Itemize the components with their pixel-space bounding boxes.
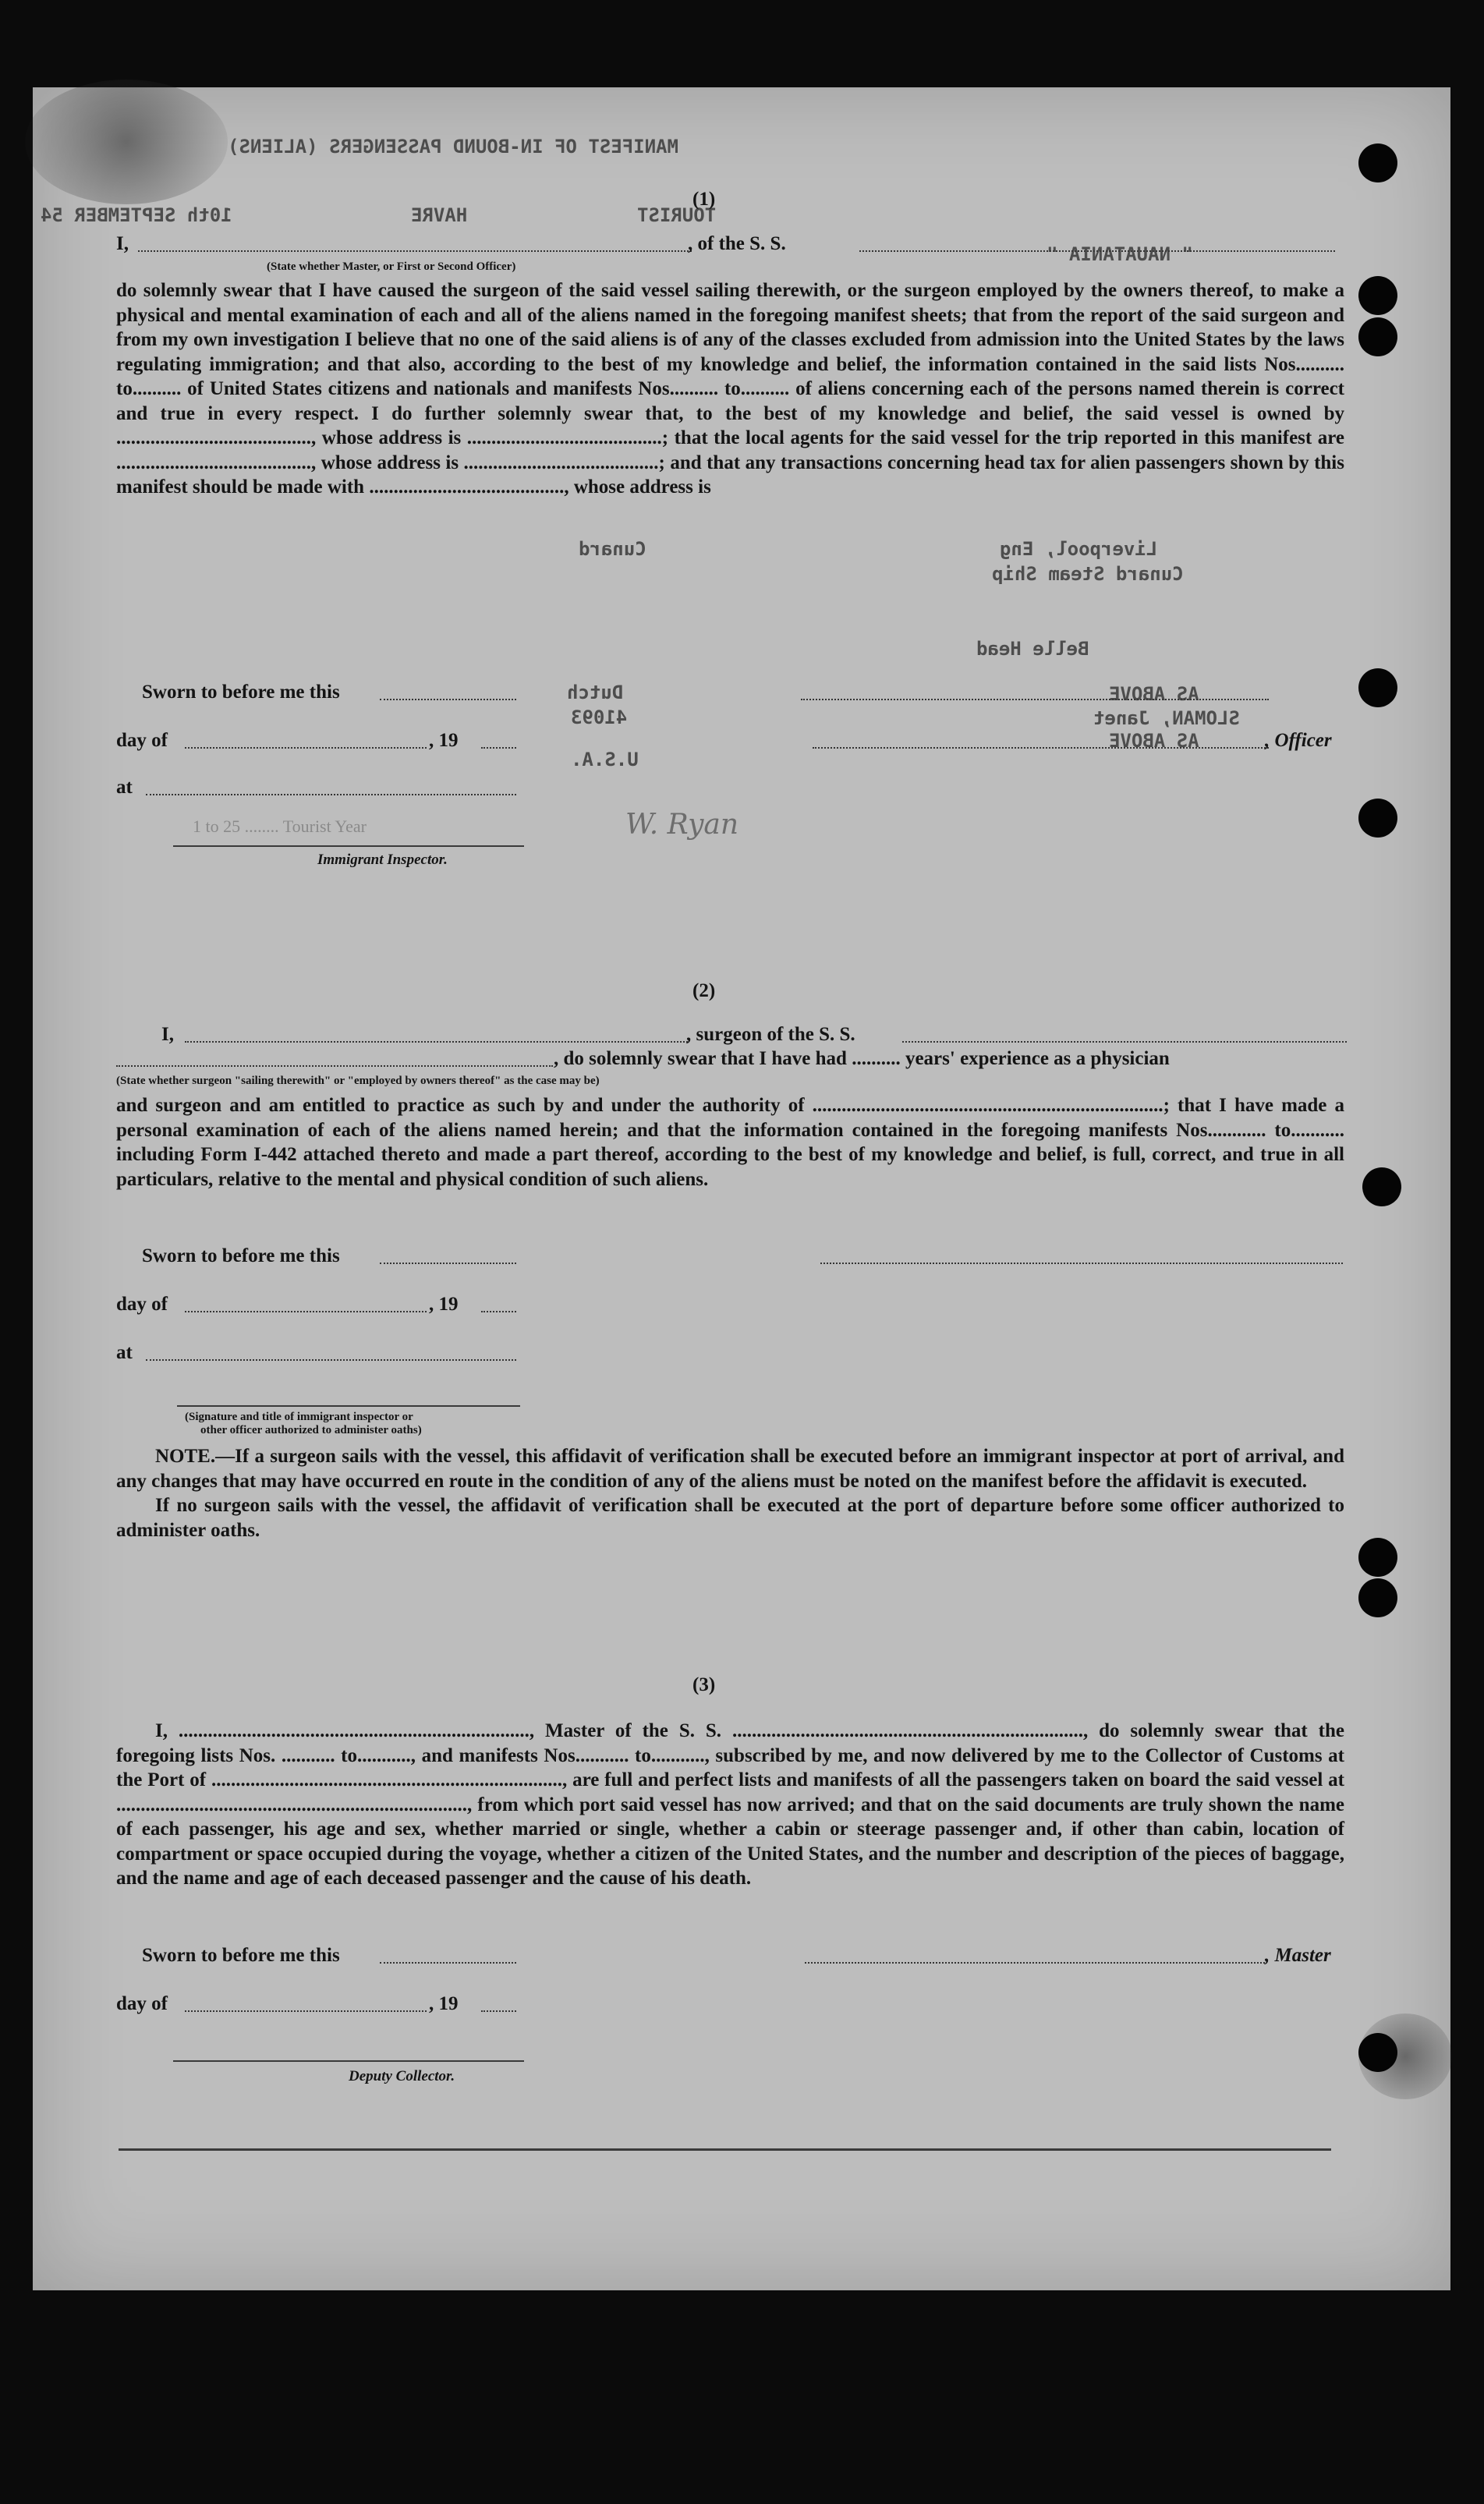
officer-name-field[interactable]	[138, 235, 692, 252]
reversed-jenet: SLOMAN, Janet	[1093, 707, 1240, 729]
reversed-from: HAVRE	[411, 204, 468, 226]
collector-caption: Deputy Collector.	[349, 2068, 455, 2084]
reversed-as-above-1: AS ABOVE	[1109, 683, 1199, 705]
section-2-line1-prefix: I,	[161, 1024, 174, 1045]
section-2-line1-suffix: , surgeon of the S. S.	[686, 1024, 855, 1045]
inspector-signature: W. Ryan	[625, 809, 739, 841]
punch-hole	[1358, 799, 1397, 838]
reversed-as-above-2: AS ABOVE	[1109, 730, 1199, 752]
sig-caption-2: other officer authorized to administer oaths)	[200, 1424, 422, 1436]
surgeon-type-field[interactable]	[116, 1050, 553, 1067]
s2-day-of-field[interactable]	[185, 1295, 427, 1312]
reversed-addr: Liverpool, Eng	[1000, 538, 1158, 560]
section-2-body-text: and surgeon and am entitled to practice as such by and under the authority of ........................................................................; that I have made a personal examination of each of the aliens named herein; and that the information contained in the foregoing manifests Nos............ to........... including Form I-442 attached thereto and made a part thereof, according to the best of my knowledge and belief, is full, correct, and true in all particulars, relative to the mental and physical condition of such aliens.	[116, 1095, 1344, 1190]
reversed-agents: Cunard Steam Ship	[992, 563, 1184, 585]
bottom-rule	[119, 2148, 1331, 2151]
section-1-day-of: day of	[116, 730, 168, 751]
note-paragraph-1	[116, 1444, 1344, 1493]
reversed-agents2: Belle Head	[976, 638, 1089, 660]
section-3-sworn: Sworn to before me this	[142, 1945, 340, 1966]
punch-hole	[1358, 1538, 1397, 1577]
scan-stain	[25, 80, 228, 204]
reversed-num: 41093	[571, 707, 628, 728]
sig-caption-1: (Signature and title of immigrant inspector or	[185, 1411, 413, 1423]
section-1-body-text: do solemnly swear that I have caused the surgeon of the said vessel sailing therewith, or the surgeon employed by the owners thereof, to make a physical and mental examination of each and all of the aliens named in the foregoing manifest sheets; that from the report of the said surgeon and from my own investigation I believe that no one of the said aliens is of any of the classes excluded from admission into the United States by the laws regulating immigration; and that also, according to the best of my knowledge and belief, the information contained in the said lists Nos.......... to.......... of United States citizens and nationals and manifests Nos.......... to.......... of aliens concerning each of the persons named therein is correct and true in every respect. I do further solemnly swear that, to the best of my knowledge and belief, the said vessel is owned by ........................................, whose address is ........................................; that the local agents for the said vessel for the trip reported in this manifest are ........................................, whose address is ........................................; and that any transactions concerning head tax for alien passengers shown by this manifest should be made with ........................................, whose address is	[116, 280, 1344, 498]
reversed-header-title: MANIFEST OF IN-BOUND PASSENGERS (ALIENS)	[228, 136, 678, 158]
section-3-number: (3)	[692, 1674, 716, 1695]
s2-inspector-line	[177, 1405, 520, 1407]
note-label: NOTE.	[155, 1446, 216, 1467]
punch-hole	[1358, 317, 1397, 356]
section-2-year: , 19	[429, 1294, 459, 1315]
section-2-sworn: Sworn to before me this	[142, 1245, 340, 1266]
section-3-body-text: I, ........................................................................, Master of the S. S. ........................................................................, do solemnly swear that the foregoing lists Nos. ........... to..........., and manifests Nos........... to..........., subscribed by me, and now delivered by me to the Collector of Customs at the Port of ........................................................................, are full and perfect lists and manifests of all the passengers taken on board the said vessel at ........................................................................, from which port said vessel has now arrived; and that on the said documents are truly shown the name of each passenger, his age and sex, whether married or single, whether a cabin or steerage passenger and, if other than cabin, location of compartment or space occupied during the voyage, whether a citizen of the United States, and the number and description of the pieces of baggage, and the name and age of each deceased passenger and the cause of his death.	[116, 1720, 1344, 1889]
year-field[interactable]	[481, 731, 516, 749]
surgeon-ship-field[interactable]	[902, 1025, 1347, 1043]
section-1-at: at	[116, 777, 133, 798]
officer-caption: (State whether Master, or First or Second Officer)	[267, 260, 516, 273]
punch-hole	[1358, 1578, 1397, 1617]
section-3-day-of: day of	[116, 1993, 168, 2014]
inspector-caption: Immigrant Inspector.	[317, 852, 448, 868]
punch-hole	[1358, 2033, 1397, 2072]
s3-sworn-day-field[interactable]	[380, 1946, 516, 1964]
reversed-dutch: Dutch	[567, 682, 624, 703]
punch-hole	[1358, 668, 1397, 707]
section-3-body	[116, 1719, 1344, 1891]
officer-label: , Officer	[1265, 730, 1332, 751]
punch-hole	[1358, 143, 1397, 182]
reversed-ship: " NAUATANIA "	[1047, 243, 1193, 265]
punch-hole	[1362, 1167, 1401, 1206]
s3-year-field[interactable]	[481, 1995, 516, 2012]
s3-master-field[interactable]	[805, 1946, 1265, 1964]
section-3-year: , 19	[429, 1993, 459, 2014]
section-1-year: , 19	[429, 730, 459, 751]
section-2-number: (2)	[692, 980, 716, 1001]
master-label: , Master	[1265, 1945, 1331, 1966]
reversed-owner: Cunard	[579, 538, 646, 560]
s2-signature-field[interactable]	[820, 1247, 1343, 1264]
s2-sworn-day-field[interactable]	[380, 1247, 516, 1264]
section-1-number: (1)	[692, 189, 716, 210]
reversed-class: TOURIST	[637, 204, 717, 226]
day-of-field[interactable]	[185, 731, 427, 749]
section-2-body	[116, 1093, 1344, 1192]
s3-day-of-field[interactable]	[185, 1995, 427, 2012]
sworn-day-field[interactable]	[380, 683, 516, 700]
note-text-1: —If a surgeon sails with the vessel, this affidavit of verification shall be executed before an immigrant inspector at port of arrival, and any changes that may have occurred en route in the condition of any of the aliens must be noted on the manifest before the affidavit is executed.	[116, 1446, 1344, 1492]
section-2-line2: , do solemnly swear that I have had .......... years' experience as a physician	[554, 1048, 1170, 1069]
punch-hole	[1358, 276, 1397, 315]
s2-at-field[interactable]	[146, 1344, 516, 1361]
section-1-line1-suffix: , of the S. S.	[688, 233, 786, 254]
section-1-body	[116, 278, 1344, 500]
reversed-us: U.S.A.	[571, 749, 639, 770]
stamp-row: 1 to 25 ........ Tourist Year	[193, 816, 367, 836]
section-1-sworn: Sworn to before me this	[142, 682, 340, 703]
s2-year-field[interactable]	[481, 1295, 516, 1312]
section-1-line1-prefix: I,	[116, 233, 129, 254]
surgeon-name-field[interactable]	[185, 1025, 688, 1043]
surgeon-caption: (State whether surgeon "sailing therewith" or "employed by owners thereof" as the case may be)	[116, 1075, 600, 1087]
section-2-at: at	[116, 1342, 133, 1363]
inspector-line	[173, 845, 524, 847]
at-field[interactable]	[146, 778, 516, 795]
collector-line	[173, 2060, 524, 2062]
officer-line-field[interactable]	[813, 731, 1269, 749]
manifest-page	[33, 87, 1450, 2290]
reversed-date: 10th SEPTEMBER 54	[41, 204, 232, 226]
section-2-note	[116, 1444, 1344, 1542]
section-2-day-of: day of	[116, 1294, 168, 1315]
note-paragraph-2: If no surgeon sails with the vessel, the affidavit of verification shall be executed at the port of departure before some officer authorized to administer oaths.	[116, 1495, 1344, 1541]
